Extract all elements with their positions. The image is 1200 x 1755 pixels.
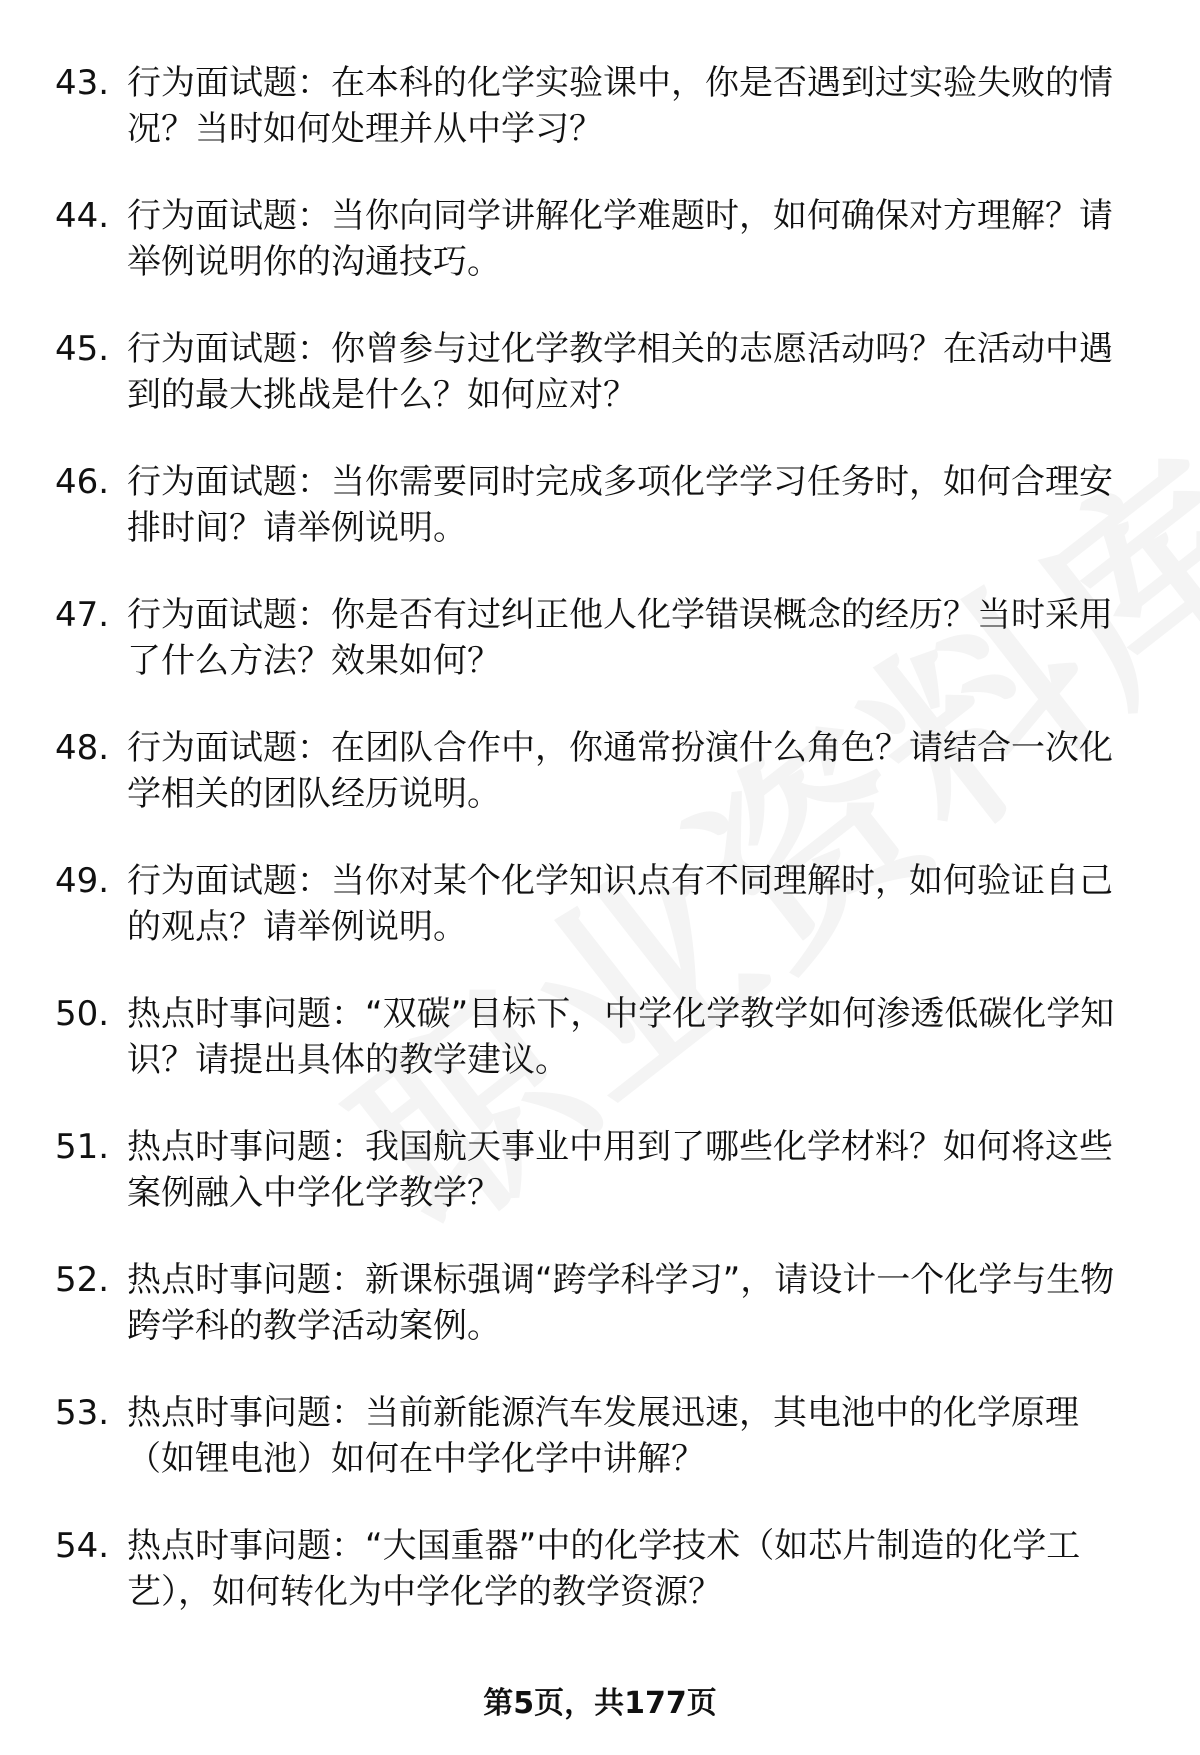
question-item xyxy=(55,1124,1145,1257)
question-number: 54. xyxy=(55,1526,110,1566)
question-number: 49. xyxy=(55,861,110,901)
question-text: 热点时事问题：“双碳”目标下，中学化学教学如何渗透低碳化学知识？请提出具体的教学建议。 xyxy=(127,994,1115,1080)
question-item xyxy=(55,991,1145,1124)
question-text: 行为面试题：在团队合作中，你通常扮演什么角色？请结合一次化学相关的团队经历说明。 xyxy=(127,728,1113,814)
question-text: 行为面试题：当你对某个化学知识点有不同理解时，如何验证自己的观点？请举例说明。 xyxy=(127,861,1113,947)
question-text: 行为面试题：你是否有过纠正他人化学错误概念的经历？当时采用了什么方法？效果如何？ xyxy=(127,595,1113,681)
question-text: 行为面试题：在本科的化学实验课中，你是否遇到过实验失败的情况？当时如何处理并从中学习？ xyxy=(127,63,1113,149)
question-item xyxy=(55,459,1145,592)
question-list xyxy=(55,60,1145,1656)
question-text: 行为面试题：当你向同学讲解化学难题时，如何确保对方理解？请举例说明你的沟通技巧。 xyxy=(127,196,1113,282)
question-item xyxy=(55,858,1145,991)
question-text: 热点时事问题：新课标强调“跨学科学习”，请设计一个化学与生物跨学科的教学活动案例。 xyxy=(127,1260,1115,1346)
question-text: 热点时事问题：当前新能源汽车发展迅速，其电池中的化学原理（如锂电池）如何在中学化学中讲解？ xyxy=(127,1393,1079,1479)
question-number: 53. xyxy=(55,1393,110,1433)
question-item xyxy=(55,1523,1145,1656)
question-number: 48. xyxy=(55,728,110,768)
question-item xyxy=(55,60,1145,193)
question-number: 46. xyxy=(55,462,110,502)
question-item xyxy=(55,725,1145,858)
question-text: 热点时事问题：我国航天事业中用到了哪些化学材料？如何将这些案例融入中学化学教学？ xyxy=(127,1127,1113,1213)
question-item xyxy=(55,193,1145,326)
question-number: 51. xyxy=(55,1127,110,1167)
question-item xyxy=(55,1390,1145,1523)
question-text: 行为面试题：当你需要同时完成多项化学学习任务时，如何合理安排时间？请举例说明。 xyxy=(127,462,1113,548)
question-text: 行为面试题：你曾参与过化学教学相关的志愿活动吗？在活动中遇到的最大挑战是什么？如何应对？ xyxy=(127,329,1113,415)
page-number-footer: 第5页，共177页 xyxy=(483,1686,717,1721)
question-number: 45. xyxy=(55,329,110,369)
question-text: 热点时事问题：“大国重器”中的化学技术（如芯片制造的化学工艺），如何转化为中学化学的教学资源？ xyxy=(127,1526,1081,1612)
question-number: 47. xyxy=(55,595,110,635)
question-item xyxy=(55,1257,1145,1390)
question-item xyxy=(55,592,1145,725)
question-number: 44. xyxy=(55,196,110,236)
question-number: 52. xyxy=(55,1260,110,1300)
question-number: 43. xyxy=(55,63,110,103)
question-number: 50. xyxy=(55,994,110,1034)
question-item xyxy=(55,326,1145,459)
